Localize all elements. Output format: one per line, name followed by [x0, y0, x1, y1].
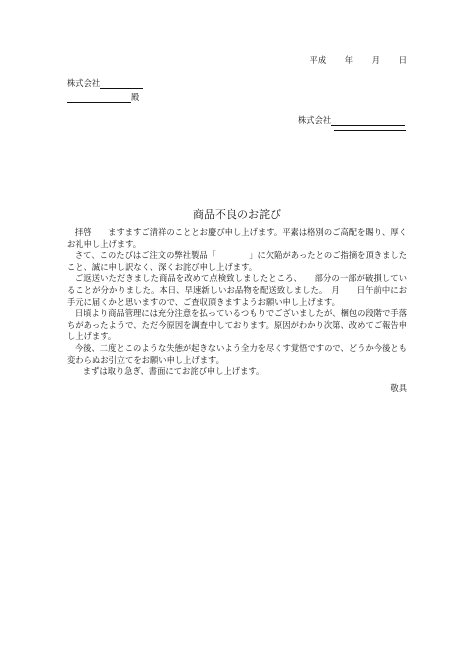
paragraph-commitment: 今後、二度とこのような失態が起きないよう全力を尽くす覚悟ですので、どうか今後とも変わらぬお引立てをお願い申し上げます。 — [67, 342, 407, 365]
date-month: 月 — [371, 55, 381, 65]
letter-title: 商品不良のお詫び — [193, 208, 281, 221]
recipient-honorific: 殿 — [131, 92, 140, 102]
sender-company-blank — [331, 116, 405, 126]
sender-name-blank — [334, 130, 406, 131]
date-line — [310, 54, 407, 66]
paragraph-cause: 日頃より商品管理には充分注意を払っているつもりでございましたが、梱包の段階で手落ちがあったようで、ただ今原因を調査中しております。原因がわかり次第、改めてご報告申し上げます。 — [67, 308, 407, 342]
paragraph-inspection: ご返送いただきました商品を改めて点検致しましたところ、 部分の一部が破損していることが分かりました。本日、早速新しいお品物を配送致しました。 月 日午前中にお手元に届くかと思いますので、ご査収頂きますようお願い申し上げます。 — [67, 273, 407, 307]
paragraph-conclusion: まずは取り急ぎ、書面にてお詫び申し上げます。 — [82, 366, 265, 377]
date-day: 日 — [398, 55, 407, 65]
sender-company — [298, 114, 405, 126]
recipient-company-blank — [100, 79, 143, 89]
date-era: 平成 — [309, 55, 327, 65]
recipient-company-label: 株式会社 — [67, 78, 101, 88]
date-year: 年 — [344, 55, 354, 65]
recipient-name-blank — [67, 93, 131, 103]
recipient-name — [67, 91, 139, 103]
sender-company-label: 株式会社 — [298, 115, 332, 125]
paragraph-greeting: 拝啓 ますますご清祥のこととお慶び申し上げます。平素は格別のご高配を賜り、厚くお礼申し上げます。 — [67, 227, 407, 249]
letter-body — [67, 227, 407, 378]
paragraph-apology: さて、このたびはご注文の弊社製品「 」に欠陥があったとのご指摘を頂きましたこと、誠に申し訳なく、深くお詫び申し上げます。 — [67, 250, 407, 272]
recipient-company — [67, 77, 143, 89]
closing: 敬具 — [390, 383, 407, 393]
